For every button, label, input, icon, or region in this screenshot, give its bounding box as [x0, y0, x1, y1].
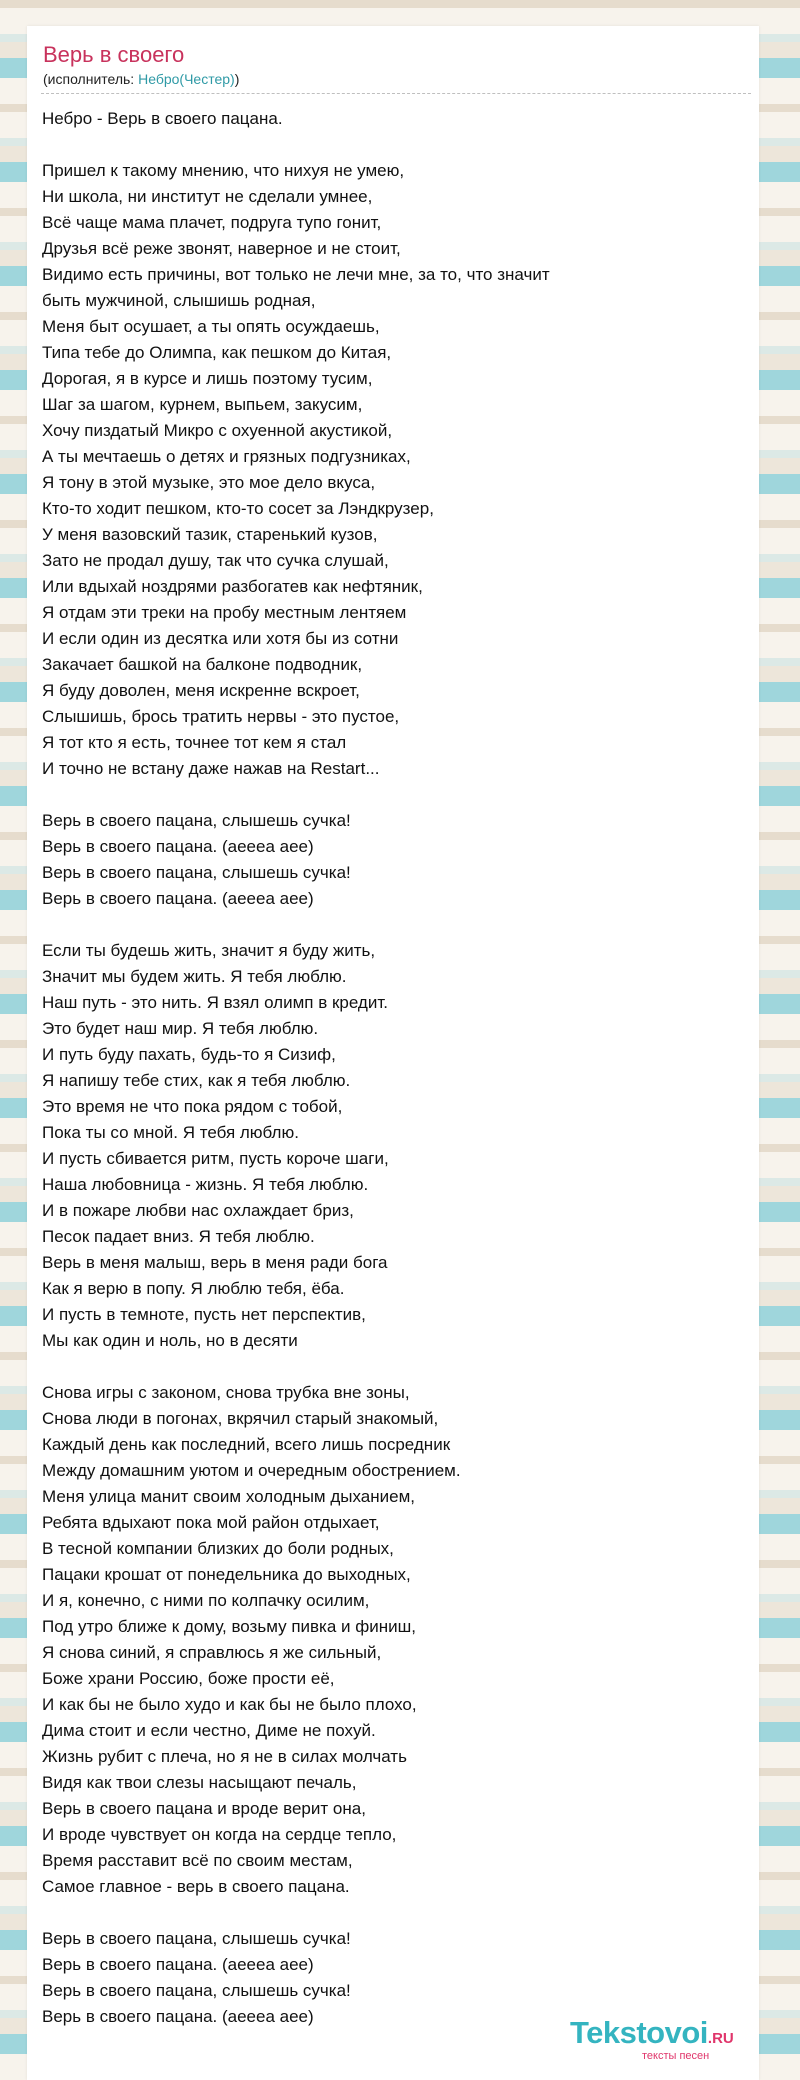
lyric-line: Зато не продал душу, так что сучка слушай,	[42, 551, 389, 570]
lyric-line: Верь в своего пацана. (аееea аее)	[42, 1955, 314, 1974]
lyric-line: Верь в своего пацана. (аееea аее)	[42, 889, 314, 908]
lyric-line: Между домашним уютом и очередным обострением.	[42, 1461, 461, 1480]
lyric-line: Я тот кто я есть, точнее тот кем я стал	[42, 733, 347, 752]
stanza-gap	[42, 782, 742, 808]
lyric-line: Боже храни Россию, боже прости её,	[42, 1669, 335, 1688]
lyric-line: Наш путь - это нить. Я взял олимп в кредит.	[42, 993, 388, 1012]
lyric-line: А ты мечтаешь о детях и грязных подгузниках,	[42, 447, 411, 466]
lyric-line: Снова игры с законом, снова трубка вне зоны,	[42, 1383, 410, 1402]
lyric-line: Меня быт осушает, а ты опять осуждаешь,	[42, 317, 380, 336]
lyric-line: У меня вазовский тазик, старенький кузов,	[42, 525, 378, 544]
lyric-line: Типа тебе до Олимпа, как пешком до Китая,	[42, 343, 392, 362]
lyric-line: Пришел к такому мнению, что нихуя не умею,	[42, 161, 405, 180]
lyric-line: Хочу пиздатый Микро с охуенной акустикой,	[42, 421, 393, 440]
lyric-line: И путь буду пахать, будь-то я Сизиф,	[42, 1045, 336, 1064]
stanza-gap	[42, 1900, 742, 1926]
logo-tld: .RU	[707, 2030, 734, 2047]
lyric-line: Верь в своего пацана, слышешь сучка!	[42, 811, 351, 830]
lyric-line: В тесной компании близких до боли родных,	[42, 1539, 394, 1558]
lyric-line: Песок падает вниз. Я тебя люблю.	[42, 1227, 315, 1246]
lyric-line: Верь в своего пацана. (аееea аее)	[42, 2007, 314, 2026]
lyric-line: Верь в своего пацана, слышешь сучка!	[42, 863, 351, 882]
lyric-line: И пусть сбивается ритм, пусть короче шаги,	[42, 1149, 389, 1168]
lyric-line: Под утро ближе к дому, возьму пивка и финиш,	[42, 1617, 416, 1636]
lyric-line: Снова люди в погонах, вкрячил старый знакомый,	[42, 1409, 439, 1428]
stanza-gap	[42, 912, 742, 938]
lyric-line: Ребята вдыхают пока мой район отдыхает,	[42, 1513, 380, 1532]
lyric-line: И пусть в темноте, пусть нет перспектив,	[42, 1305, 366, 1324]
lyric-line: Верь в своего пацана. (аееea аее)	[42, 837, 314, 856]
lyric-line: Пока ты со мной. Я тебя люблю.	[42, 1123, 299, 1142]
lyric-line: Ни школа, ни институт не сделали умнее,	[42, 187, 373, 206]
lyric-line: И если один из десятка или хотя бы из сотни	[42, 629, 399, 648]
stanza-gap	[42, 132, 742, 158]
artist-link[interactable]: Небро(Честер)	[138, 71, 235, 87]
lyric-line: Значит мы будем жить. Я тебя люблю.	[42, 967, 347, 986]
lyric-line: Время расставит всё по своим местам,	[42, 1851, 353, 1870]
lyric-line: Дорогая, я в курсе и лишь поэтому тусим,	[42, 369, 373, 388]
lyric-line: Это будет наш мир. Я тебя люблю.	[42, 1019, 319, 1038]
lyric-line: И точно не встану даже нажав на Restart...	[42, 759, 380, 778]
artist-suffix: )	[234, 71, 240, 87]
lyric-line: Если ты будешь жить, значит я буду жить,	[42, 941, 376, 960]
lyric-line: быть мужчиной, слышишь родная,	[42, 291, 316, 310]
lyric-line: Шаг за шагом, курнем, выпьем, закусим,	[42, 395, 363, 414]
lyric-line: Пацаки крошат от понедельника до выходных,	[42, 1565, 411, 1584]
lyric-line: Жизнь рубит с плеча, но я не в силах молчать	[42, 1747, 407, 1766]
lyrics-text	[42, 106, 742, 2030]
lyric-line: Верь в своего пацана, слышешь сучка!	[42, 1929, 351, 1948]
lyric-line: Видя как твои слезы насыщают печаль,	[42, 1773, 357, 1792]
lyric-line: Видимо есть причины, вот только не лечи мне, за то, что значит	[42, 265, 550, 284]
lyrics-heading: Небро - Верь в своего пацана.	[42, 109, 283, 128]
lyric-line: Верь в своего пацана, слышешь сучка!	[42, 1981, 351, 2000]
lyric-line: Я напишу тебе стих, как я тебя люблю.	[42, 1071, 351, 1090]
lyric-line: Наша любовница - жизнь. Я тебя люблю.	[42, 1175, 369, 1194]
page-title: Верь в своего	[43, 42, 185, 67]
lyric-line: Закачает башкой на балконе подводник,	[42, 655, 363, 674]
lyric-line: Друзья всё реже звонят, наверное и не стоит,	[42, 239, 401, 258]
artist-line	[43, 70, 239, 88]
lyrics-card	[27, 26, 759, 2080]
lyric-line: Каждый день как последний, всего лишь посредник	[42, 1435, 451, 1454]
lyric-line: Слышишь, брось тратить нервы - это пустое,	[42, 707, 400, 726]
lyric-line: Или вдыхай ноздрями разбогатев как нефтяник,	[42, 577, 423, 596]
lyric-line: Я тону в этой музыке, это мое дело вкуса,	[42, 473, 376, 492]
artist-prefix: (исполнитель:	[43, 71, 139, 87]
lyric-line: Верь в своего пацана и вроде верит она,	[42, 1799, 366, 1818]
lyric-line: И как бы не было худо и как бы не было плохо,	[42, 1695, 417, 1714]
lyric-line: И вроде чувствует он когда на сердце тепло,	[42, 1825, 397, 1844]
lyric-line: Я снова синий, я справлюсь я же сильный,	[42, 1643, 382, 1662]
lyric-line: И я, конечно, с ними по колпачку осилим,	[42, 1591, 370, 1610]
lyric-line: И в пожаре любви нас охлаждает бриз,	[42, 1201, 354, 1220]
lyric-line: Мы как один и ноль, но в десяти	[42, 1331, 298, 1350]
lyric-line: Верь в меня малыш, верь в меня ради бога	[42, 1253, 388, 1272]
lyric-line: Я буду доволен, меня искренне вскроет,	[42, 681, 360, 700]
logo-main-text: Tekstovoi	[570, 2015, 708, 2050]
lyric-line: Это время не что пока рядом с тобой,	[42, 1097, 343, 1116]
title-divider	[41, 93, 751, 94]
lyric-line: Меня улица манит своим холодным дыханием,	[42, 1487, 415, 1506]
lyric-line: Самое главное - верь в своего пацана.	[42, 1877, 350, 1896]
lyric-line: Как я верю в попу. Я люблю тебя, ёба.	[42, 1279, 345, 1298]
stanza-gap	[42, 1354, 742, 1380]
logo-tagline: тексты песен	[642, 2050, 710, 2062]
lyric-line: Я отдам эти треки на пробу местным лентяем	[42, 603, 407, 622]
site-logo[interactable]	[570, 2016, 770, 2066]
lyric-line: Всё чаще мама плачет, подруга тупо гонит,	[42, 213, 382, 232]
lyric-line: Кто-то ходит пешком, кто-то сосет за Лэндкрузер,	[42, 499, 434, 518]
lyric-line: Дима стоит и если честно, Диме не похуй.	[42, 1721, 376, 1740]
